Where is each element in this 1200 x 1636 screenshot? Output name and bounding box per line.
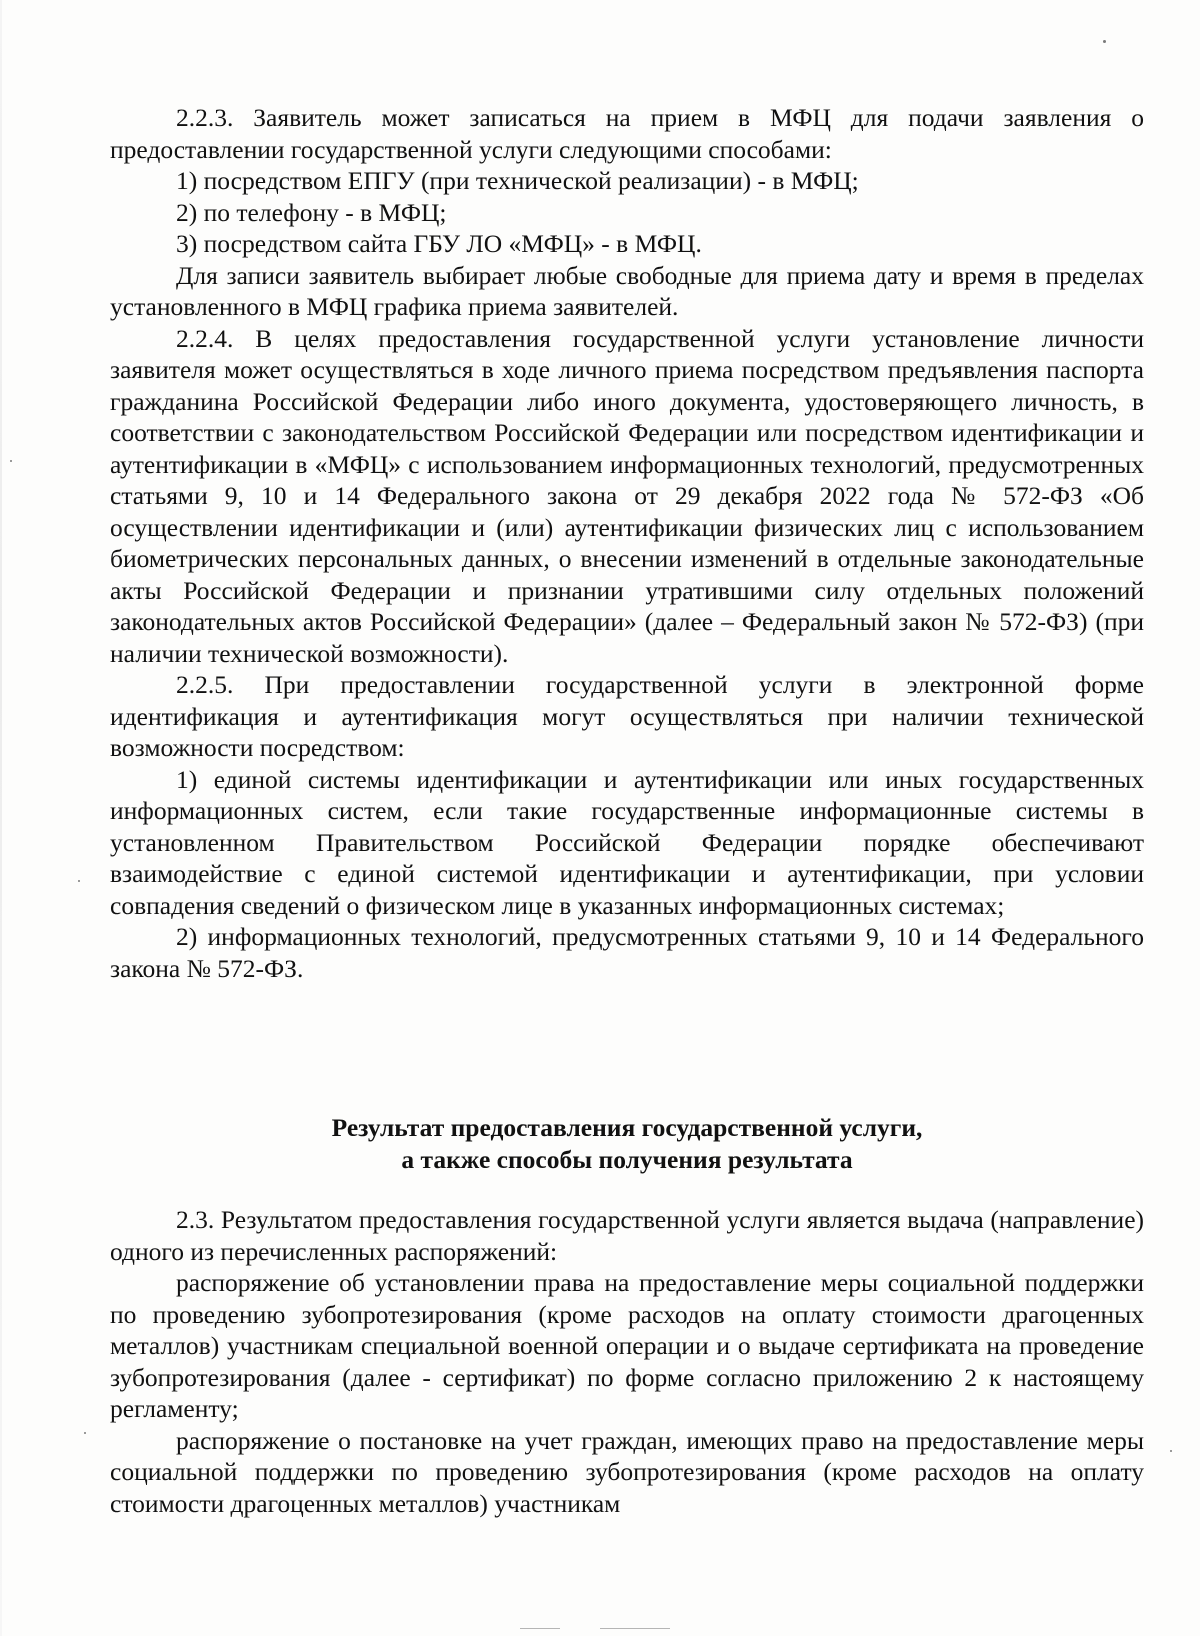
paragraph-order-registration: распоряжение о постановке на учет граждан, имеющих право на предоставление меры социальной поддержки по проведению зубопротезирования (кроме расходов на оплату стоимости драгоценных металлов) участникам xyxy=(110,1425,1144,1518)
list-item-2-phone: 2) по телефону - в МФЦ; xyxy=(176,197,447,227)
scan-speck xyxy=(1103,40,1106,43)
scan-speck xyxy=(1170,1450,1172,1452)
list-item-1-epgu: 1) посредством ЕПГУ (при технической реализации) - в МФЦ; xyxy=(176,166,859,195)
scan-speck xyxy=(84,1432,86,1434)
section-2-2-body xyxy=(110,102,1144,984)
paragraph-order-certificate: распоряжение об установлении права на предоставление меры социальной поддержки по проведению зубопротезирования (кроме расходов на оплату стоимости драгоценных металлов) участникам специальной военной операции и о выдаче сертификата на проведение зубопротезирования (далее - сертификат) по форме согласно приложению 2 к настоящему регламенту; xyxy=(110,1268,1144,1423)
heading-line-2: а также способы получения результата xyxy=(401,1145,853,1174)
list-item-2-it: 2) информационных технологий, предусмотренных статьями 9, 10 и 14 Федерального закона № 572-ФЗ. xyxy=(110,922,1144,983)
section-2-3-body xyxy=(110,1204,1144,1519)
paragraph-2-2-5: 2.2.5. При предоставлении государственной услуги в электронной форме идентификация и аутентификация могут осуществляться при наличии технической возможности посредством: xyxy=(110,670,1144,762)
paragraph-appointment-time: Для записи заявитель выбирает любые свободные для приема дату и время в пределах установленного в МФЦ графика приема заявителей. xyxy=(110,260,1144,321)
list-item-1-esia: 1) единой системы идентификации и аутентификации или иных государственных информационных систем, если такие государственные информационные системы в установленном Правительством Российской Федерации порядке обеспечивают взаимодействие с единой системой идентификации и аутентификации, при условии совпадения сведений о физическом лице в указанных информационных системах; xyxy=(110,764,1144,920)
list-item-3-website: 3) посредством сайта ГБУ ЛО «МФЦ» - в МФЦ. xyxy=(176,229,702,258)
paragraph-2-2-4: 2.2.4. В целях предоставления государственной услуги установление личности заявителя может осуществляться в ходе личного приема посредством предъявления паспорта гражданина Российской Федерации либо иного документа, удостоверяющего личность, в соответствии с законодательством Российской Федерации или посредством идентификации и аутентификации в «МФЦ» с использованием информационных технологий, предусмотренных статьями 9, 10 и 14 Федерального закона от 29 декабря 2022 года № 572-ФЗ «Об осуществлении идентификации и (или) аутентификации физических лиц с использованием биометрических персональных данных, о внесении изменений в отдельные законодательные акты Российской Федерации и признании утратившими силу отдельных положений законодательных актов Российской Федерации» (далее – Федеральный закон № 572-ФЗ) (при наличии технической возможности). xyxy=(110,323,1144,668)
paragraph-2-2-3: 2.2.3. Заявитель может записаться на прием в МФЦ для подачи заявления о предоставлении государственной услуги следующими способами: xyxy=(110,103,1144,164)
scan-speck xyxy=(78,880,80,882)
section-heading xyxy=(110,1112,1144,1176)
scan-speck xyxy=(10,460,12,462)
scan-edge-mark xyxy=(600,1628,670,1629)
scan-edge-mark xyxy=(520,1628,560,1629)
heading-line-1: Результат предоставления государственной услуги, xyxy=(331,1113,923,1142)
paragraph-2-3: 2.3. Результатом предоставления государственной услуги является выдача (направление) одного из перечисленных распоряжений: xyxy=(110,1205,1144,1266)
scan-edge xyxy=(0,0,2,1636)
